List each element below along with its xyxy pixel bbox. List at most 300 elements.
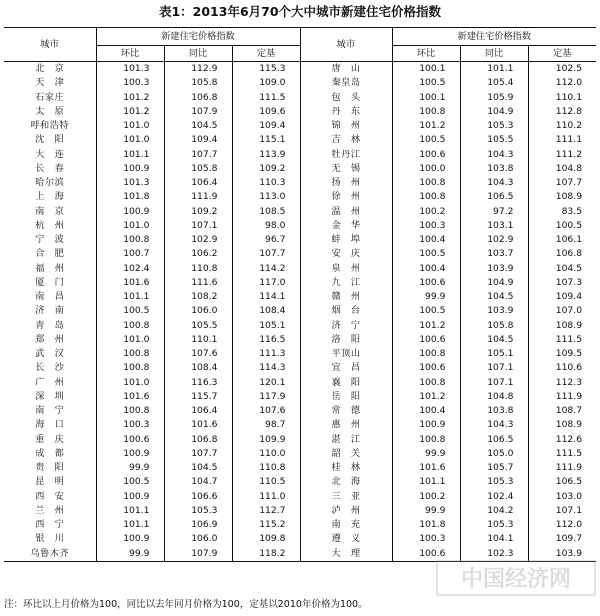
yoy-value-right: 102.3	[460, 547, 528, 562]
city-name-right: 襄 阳	[300, 376, 392, 390]
yoy-value-right: 104.9	[460, 105, 528, 119]
mom-value-left: 100.8	[96, 404, 164, 418]
mom-value-left: 101.0	[96, 376, 164, 390]
watermark-logo	[436, 560, 596, 596]
fixed-value-right: 109.7	[528, 532, 596, 546]
mom-value-right: 101.2	[392, 119, 460, 133]
mom-value-right: 100.4	[392, 233, 460, 247]
watermark-text: 中国经济网	[460, 567, 572, 592]
mom-value-right: 100.2	[392, 490, 460, 504]
fixed-value-left: 111.0	[232, 490, 300, 504]
fixed-value-left: 96.7	[232, 233, 300, 247]
table-row	[4, 461, 596, 475]
mom-value-left: 100.3	[96, 76, 164, 90]
fixed-value-left: 109.9	[232, 433, 300, 447]
city-name-left: 海 口	[35, 419, 65, 431]
city-name-left: 天 津	[35, 77, 65, 89]
table-row	[4, 62, 596, 77]
fixed-value-left: 110.8	[232, 461, 300, 475]
table-row	[4, 176, 596, 190]
header-group-right: 新建住宅价格指数	[392, 28, 596, 46]
fixed-value-left: 110.3	[232, 176, 300, 190]
city-name-left: 南 京	[35, 205, 65, 217]
yoy-value-left: 101.6	[164, 418, 232, 432]
fixed-value-left: 113.9	[232, 148, 300, 162]
mom-value-left: 101.3	[96, 62, 164, 77]
fixed-value-left: 107.6	[232, 404, 300, 418]
mom-value-left: 101.1	[96, 518, 164, 532]
fixed-value-left: 111.5	[232, 91, 300, 105]
header-fixed-left: 定基	[232, 46, 300, 62]
table-row	[4, 504, 596, 518]
fixed-value-left: 98.0	[232, 219, 300, 233]
city-name-right: 湛 江	[300, 433, 392, 447]
mom-value-right: 99.9	[392, 290, 460, 304]
fixed-value-left: 105.1	[232, 319, 300, 333]
fixed-value-right: 104.5	[528, 262, 596, 276]
mom-value-right: 99.9	[392, 447, 460, 461]
city-name-left: 南 宁	[35, 405, 65, 416]
mom-value-left: 100.8	[96, 319, 164, 333]
mom-value-right: 100.6	[392, 361, 460, 375]
fixed-value-left: 114.2	[232, 262, 300, 276]
yoy-value-left: 105.8	[164, 162, 232, 176]
fixed-value-right: 106.1	[528, 233, 596, 247]
fixed-value-left: 109.8	[232, 532, 300, 546]
table-row	[4, 233, 596, 247]
city-name-left: 哈尔滨	[35, 177, 65, 188]
table-row	[4, 347, 596, 361]
fixed-value-right: 83.5	[528, 205, 596, 219]
city-name-left: 厦 门	[35, 276, 65, 288]
fixed-value-right: 112.6	[528, 433, 596, 447]
city-name-right: 吉 林	[300, 133, 392, 147]
watermark-logo-graphic	[436, 560, 596, 596]
fixed-value-right: 107.0	[528, 304, 596, 318]
yoy-value-left: 107.7	[164, 148, 232, 162]
fixed-value-left: 117.9	[232, 390, 300, 404]
yoy-value-left: 111.6	[164, 276, 232, 290]
mom-value-left: 100.9	[96, 447, 164, 461]
city-name-right: 金 华	[300, 219, 392, 233]
fixed-value-right: 107.7	[528, 176, 596, 190]
mom-value-right: 100.4	[392, 404, 460, 418]
fixed-value-right: 111.5	[528, 447, 596, 461]
city-name-right: 韶 关	[300, 447, 392, 461]
mom-value-left: 102.4	[96, 262, 164, 276]
yoy-value-right: 105.5	[460, 133, 528, 147]
city-name-left: 青 岛	[35, 319, 65, 331]
mom-value-left: 100.5	[96, 304, 164, 318]
table-row	[4, 76, 596, 90]
table-row	[4, 319, 596, 333]
city-name-left: 武 汉	[35, 348, 65, 359]
table-row	[4, 532, 596, 546]
yoy-value-left: 106.6	[164, 490, 232, 504]
fixed-value-left: 117.0	[232, 276, 300, 290]
yoy-value-left: 106.8	[164, 433, 232, 447]
mom-value-left: 100.9	[96, 205, 164, 219]
mom-value-right: 100.8	[392, 433, 460, 447]
city-name-right: 大 理	[300, 547, 392, 562]
mom-value-left: 101.3	[96, 176, 164, 190]
fixed-value-right: 104.8	[528, 162, 596, 176]
table-row	[4, 490, 596, 504]
mom-value-left: 100.9	[96, 490, 164, 504]
fixed-value-right: 111.1	[528, 133, 596, 147]
mom-value-left: 101.2	[96, 105, 164, 119]
mom-value-right: 101.2	[392, 390, 460, 404]
yoy-value-left: 104.5	[164, 119, 232, 133]
fixed-value-right: 112.8	[528, 105, 596, 119]
yoy-value-right: 104.2	[460, 504, 528, 518]
yoy-value-right: 105.1	[460, 347, 528, 361]
city-name-left: 杭 州	[35, 219, 65, 231]
city-name-left: 呼和浩特	[30, 120, 70, 131]
yoy-value-right: 107.1	[460, 361, 528, 375]
fixed-value-right: 103.9	[528, 547, 596, 562]
fixed-value-left: 107.7	[232, 247, 300, 261]
table-row	[4, 91, 596, 105]
yoy-value-left: 106.9	[164, 518, 232, 532]
mom-value-right: 100.2	[392, 205, 460, 219]
fixed-value-right: 102.5	[528, 62, 596, 77]
table-row	[4, 219, 596, 233]
table-row	[4, 262, 596, 276]
mom-value-right: 100.1	[392, 91, 460, 105]
mom-value-right: 100.5	[392, 76, 460, 90]
mom-value-left: 101.2	[96, 91, 164, 105]
mom-value-left: 101.1	[96, 504, 164, 518]
header-yoy-left: 同比	[164, 46, 232, 62]
mom-value-right: 101.1	[392, 475, 460, 489]
yoy-value-left: 102.9	[164, 233, 232, 247]
fixed-value-left: 108.5	[232, 205, 300, 219]
table-row	[4, 290, 596, 304]
city-name-left: 大 连	[35, 148, 65, 160]
fixed-value-left: 114.1	[232, 290, 300, 304]
table-row	[4, 447, 596, 461]
fixed-value-right: 100.5	[528, 219, 596, 233]
fixed-value-right: 111.2	[528, 148, 596, 162]
mom-value-left: 101.0	[96, 219, 164, 233]
mom-value-left: 100.9	[96, 162, 164, 176]
yoy-value-right: 104.3	[460, 176, 528, 190]
city-name-left: 太 原	[35, 105, 65, 117]
yoy-value-right: 104.5	[460, 333, 528, 347]
fixed-value-left: 115.2	[232, 518, 300, 532]
city-name-left: 广 州	[35, 376, 65, 388]
city-name-right: 惠 州	[300, 418, 392, 432]
price-index-table	[4, 27, 596, 562]
city-name-left: 长 春	[35, 162, 65, 174]
fixed-value-right: 109.5	[528, 347, 596, 361]
yoy-value-right: 106.5	[460, 190, 528, 204]
yoy-value-left: 107.6	[164, 347, 232, 361]
city-name-right: 常 德	[300, 404, 392, 418]
fixed-value-left: 113.0	[232, 190, 300, 204]
city-name-right: 牡丹江	[300, 148, 392, 162]
mom-value-right: 99.9	[392, 504, 460, 518]
mom-value-right: 100.8	[392, 376, 460, 390]
yoy-value-right: 97.2	[460, 205, 528, 219]
table-body	[4, 62, 596, 562]
mom-value-right: 100.6	[392, 333, 460, 347]
fixed-value-right: 110.2	[528, 119, 596, 133]
yoy-value-right: 103.9	[460, 262, 528, 276]
yoy-value-right: 105.9	[460, 91, 528, 105]
city-name-left: 成 都	[35, 447, 65, 459]
table-row	[4, 418, 596, 432]
table-row	[4, 105, 596, 119]
mom-value-right: 100.8	[392, 105, 460, 119]
table-row	[4, 333, 596, 347]
mom-value-right: 100.6	[392, 276, 460, 290]
city-name-left: 重 庆	[35, 433, 65, 445]
city-name-left: 上 海	[35, 191, 65, 203]
city-name-left: 沈 阳	[35, 134, 65, 146]
yoy-value-right: 104.3	[460, 148, 528, 162]
yoy-value-right: 107.1	[460, 376, 528, 390]
mom-value-left: 99.9	[96, 547, 164, 562]
mom-value-left: 100.5	[96, 475, 164, 489]
yoy-value-right: 104.3	[460, 418, 528, 432]
mom-value-right: 100.3	[392, 219, 460, 233]
city-name-right: 温 州	[300, 205, 392, 219]
city-name-right: 泉 州	[300, 262, 392, 276]
fixed-value-left: 115.3	[232, 62, 300, 77]
mom-value-left: 100.9	[96, 532, 164, 546]
fixed-value-left: 120.1	[232, 376, 300, 390]
city-name-left: 福 州	[35, 262, 65, 274]
mom-value-right: 101.6	[392, 461, 460, 475]
table-row	[4, 518, 596, 532]
yoy-value-left: 107.1	[164, 219, 232, 233]
fixed-value-left: 115.1	[232, 133, 300, 147]
city-name-right: 洛 阳	[300, 333, 392, 347]
mom-value-left: 100.3	[96, 418, 164, 432]
fixed-value-left: 98.7	[232, 418, 300, 432]
yoy-value-left: 106.8	[164, 91, 232, 105]
city-name-right: 丹 东	[300, 105, 392, 119]
city-name-right: 秦皇岛	[300, 76, 392, 90]
fixed-value-right: 107.1	[528, 504, 596, 518]
yoy-value-left: 116.3	[164, 376, 232, 390]
city-name-right: 南 充	[300, 518, 392, 532]
yoy-value-left: 110.1	[164, 333, 232, 347]
city-name-left: 深 圳	[35, 390, 65, 402]
fixed-value-left: 111.3	[232, 347, 300, 361]
city-name-right: 北 海	[300, 475, 392, 489]
mom-value-left: 101.0	[96, 333, 164, 347]
fixed-value-right: 106.5	[528, 475, 596, 489]
yoy-value-right: 102.4	[460, 490, 528, 504]
fixed-value-right: 108.9	[528, 190, 596, 204]
mom-value-right: 100.3	[392, 532, 460, 546]
header-fixed-right: 定基	[528, 46, 596, 62]
mom-value-right: 100.5	[392, 133, 460, 147]
city-name-left: 西 安	[35, 490, 65, 502]
fixed-value-left: 118.2	[232, 547, 300, 562]
yoy-value-left: 104.7	[164, 475, 232, 489]
city-name-left: 乌鲁木齐	[30, 547, 70, 559]
yoy-value-left: 115.7	[164, 390, 232, 404]
fixed-value-right: 106.8	[528, 247, 596, 261]
yoy-value-left: 108.2	[164, 290, 232, 304]
fixed-value-left: 110.5	[232, 475, 300, 489]
mom-value-right: 100.9	[392, 418, 460, 432]
table-row	[4, 475, 596, 489]
yoy-value-right: 104.5	[460, 290, 528, 304]
mom-value-right: 100.0	[392, 162, 460, 176]
city-name-left: 南 昌	[35, 291, 65, 302]
fixed-value-right: 108.9	[528, 319, 596, 333]
city-name-right: 扬 州	[300, 176, 392, 190]
table-row	[4, 119, 596, 133]
mom-value-right: 100.8	[392, 347, 460, 361]
city-name-right: 桂 林	[300, 461, 392, 475]
table-row	[4, 276, 596, 290]
city-name-right: 泸 州	[300, 504, 392, 518]
table-row	[4, 404, 596, 418]
header-yoy-right: 同比	[460, 46, 528, 62]
fixed-value-right: 112.0	[528, 76, 596, 90]
footnote: 注：环比以上月价格为100，同比以去年同月价格为100，定基以2010年价格为100。	[4, 599, 368, 610]
yoy-value-right: 105.8	[460, 319, 528, 333]
city-name-right: 三 亚	[300, 490, 392, 504]
yoy-value-left: 106.0	[164, 304, 232, 318]
table-row	[4, 304, 596, 318]
yoy-value-right: 105.3	[460, 119, 528, 133]
mom-value-left: 99.9	[96, 461, 164, 475]
city-name-left: 郑 州	[35, 333, 65, 345]
table-row	[4, 390, 596, 404]
city-name-right: 徐 州	[300, 190, 392, 204]
mom-value-left: 101.1	[96, 290, 164, 304]
fixed-value-left: 108.4	[232, 304, 300, 318]
city-name-right: 包 头	[300, 91, 392, 105]
fixed-value-right: 111.9	[528, 390, 596, 404]
city-name-right: 平顶山	[300, 347, 392, 361]
mom-value-right: 100.6	[392, 148, 460, 162]
mom-value-left: 101.6	[96, 390, 164, 404]
city-name-right: 赣 州	[300, 290, 392, 304]
fixed-value-right: 111.9	[528, 461, 596, 475]
city-name-left: 兰 州	[35, 504, 65, 516]
mom-value-right: 100.1	[392, 62, 460, 77]
mom-value-right: 100.6	[392, 547, 460, 562]
mom-value-right: 100.5	[392, 304, 460, 318]
mom-value-left: 101.0	[96, 133, 164, 147]
header-mom-left: 环比	[96, 46, 164, 62]
fixed-value-left: 112.7	[232, 504, 300, 518]
city-name-left: 北 京	[35, 63, 65, 74]
mom-value-right: 100.4	[392, 262, 460, 276]
fixed-value-right: 109.4	[528, 290, 596, 304]
city-name-left: 西 宁	[35, 519, 65, 530]
fixed-value-left: 109.4	[232, 119, 300, 133]
fixed-value-right: 110.1	[528, 91, 596, 105]
yoy-value-right: 106.5	[460, 433, 528, 447]
city-name-right: 岳 阳	[300, 390, 392, 404]
fixed-value-right: 112.0	[528, 518, 596, 532]
yoy-value-right: 105.7	[460, 461, 528, 475]
yoy-value-right: 103.8	[460, 162, 528, 176]
fixed-value-right: 108.7	[528, 404, 596, 418]
city-name-right: 烟 台	[300, 304, 392, 318]
mom-value-right: 100.8	[392, 190, 460, 204]
mom-value-left: 100.8	[96, 347, 164, 361]
fixed-value-left: 109.0	[232, 76, 300, 90]
table-row	[4, 205, 596, 219]
fixed-value-right: 108.9	[528, 418, 596, 432]
fixed-value-right: 112.3	[528, 376, 596, 390]
fixed-value-right: 107.3	[528, 276, 596, 290]
yoy-value-left: 105.8	[164, 76, 232, 90]
yoy-value-right: 103.7	[460, 247, 528, 261]
yoy-value-left: 107.7	[164, 447, 232, 461]
yoy-value-left: 105.5	[164, 319, 232, 333]
mom-value-left: 100.6	[96, 433, 164, 447]
yoy-value-left: 109.4	[164, 133, 232, 147]
yoy-value-left: 111.9	[164, 190, 232, 204]
fixed-value-left: 110.0	[232, 447, 300, 461]
city-name-left: 济 南	[35, 305, 65, 317]
yoy-value-left: 107.9	[164, 105, 232, 119]
yoy-value-right: 105.3	[460, 518, 528, 532]
city-name-left: 合 肥	[35, 248, 65, 260]
yoy-value-left: 112.9	[164, 62, 232, 77]
yoy-value-left: 109.2	[164, 205, 232, 219]
city-name-right: 无 锡	[300, 162, 392, 176]
fixed-value-right: 103.0	[528, 490, 596, 504]
fixed-value-right: 111.5	[528, 333, 596, 347]
mom-value-right: 101.2	[392, 319, 460, 333]
fixed-value-left: 116.5	[232, 333, 300, 347]
city-name-left: 宁 波	[35, 234, 65, 245]
city-name-right: 宜 昌	[300, 361, 392, 375]
yoy-value-right: 103.9	[460, 304, 528, 318]
city-name-right: 济 宁	[300, 319, 392, 333]
mom-value-left: 101.1	[96, 148, 164, 162]
yoy-value-left: 106.4	[164, 176, 232, 190]
city-name-right: 锦 州	[300, 119, 392, 133]
mom-value-left: 100.8	[96, 361, 164, 375]
header-city-left: 城市	[40, 39, 60, 50]
yoy-value-right: 105.4	[460, 76, 528, 90]
city-name-left: 长 沙	[35, 362, 65, 374]
mom-value-right: 101.8	[392, 518, 460, 532]
yoy-value-left: 105.3	[164, 504, 232, 518]
table-row	[4, 361, 596, 375]
city-name-right: 安 庆	[300, 247, 392, 261]
yoy-value-left: 106.2	[164, 247, 232, 261]
fixed-value-left: 114.3	[232, 361, 300, 375]
header-group-left: 新建住宅价格指数	[96, 28, 300, 46]
table-row	[4, 133, 596, 147]
header-mom-right: 环比	[392, 46, 460, 62]
city-name-left: 石家庄	[35, 91, 65, 103]
yoy-value-right: 103.8	[460, 404, 528, 418]
mom-value-left: 101.0	[96, 119, 164, 133]
yoy-value-left: 106.4	[164, 404, 232, 418]
fixed-value-left: 109.2	[232, 162, 300, 176]
yoy-value-left: 104.5	[164, 461, 232, 475]
yoy-value-right: 104.1	[460, 532, 528, 546]
mom-value-right: 100.8	[392, 176, 460, 190]
table-row	[4, 247, 596, 261]
table-row	[4, 376, 596, 390]
